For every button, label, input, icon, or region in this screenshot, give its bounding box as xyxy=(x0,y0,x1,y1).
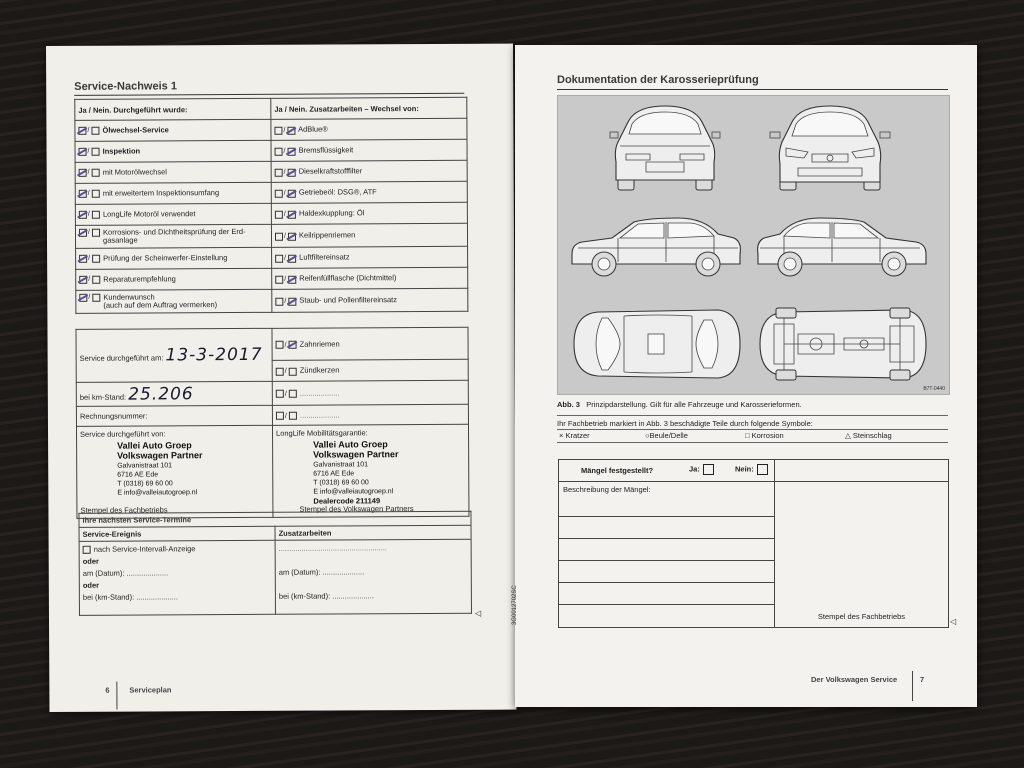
no-checkbox[interactable] xyxy=(287,147,295,155)
service-table-lower xyxy=(75,327,469,519)
next-km-field-2[interactable]: bei (km-Stand): .................... xyxy=(278,591,374,601)
page-number-right: 7 xyxy=(920,675,925,684)
service-item[interactable]: / Kundenwunsch (auch auf dem Auftrag vermerken) xyxy=(76,289,272,313)
yes-checkbox[interactable] xyxy=(79,148,87,156)
description-label: Beschreibung der Mängel: xyxy=(563,485,651,494)
no-checkbox[interactable] xyxy=(288,210,296,218)
car-side-left xyxy=(568,214,744,280)
sign-right-label: LongLife Mobilitätsgarantie: xyxy=(276,428,368,438)
yes-checkbox[interactable] xyxy=(275,297,283,305)
extra-row-1[interactable]: / Zahnriemen xyxy=(272,327,468,360)
service-row xyxy=(75,139,467,162)
service-row xyxy=(75,181,467,204)
next-service-table xyxy=(78,511,472,616)
next-title: Ihre nächsten Service-Termine xyxy=(79,511,471,527)
service-item-label: Ölwechsel-Service xyxy=(102,125,169,135)
yes-checkbox[interactable] xyxy=(79,229,87,237)
no-checkbox[interactable] xyxy=(91,148,99,156)
page-title-right: Dokumentation der Karosserieprüfung xyxy=(557,74,759,86)
footer-title-left: Serviceplan xyxy=(129,685,172,695)
extra-work-label: Bremsflüssigkeit xyxy=(298,145,354,156)
next-col2: Zusatzarbeiten xyxy=(275,525,471,540)
symbol-corrosion: □ Korrosion xyxy=(745,431,784,440)
next-event-cell: nach Service-Intervall-Anzeige oder am (Datum): .................... oder bei (km-Stand): .................... xyxy=(79,540,275,615)
sign-left-label: Service durchgeführt von: xyxy=(80,429,166,439)
service-item-label: mit Motorölwechsel xyxy=(102,167,167,177)
symbol-dent: ○Beule/Delle xyxy=(645,431,688,440)
service-row xyxy=(75,202,467,225)
extra-work-item[interactable]: / Keilrippenriemen xyxy=(271,223,467,247)
yes-checkbox[interactable] xyxy=(78,127,86,135)
km-label: bei km-Stand: xyxy=(79,392,127,402)
service-item[interactable]: / mit erweitertem Inspektionsumfang xyxy=(75,182,271,204)
extra-work-item[interactable]: / Dieselkraftstofffilter xyxy=(271,160,467,182)
col2-header: Ja / Nein. Zusatzarbeiten – Wechsel von: xyxy=(271,97,467,119)
defects-table xyxy=(558,459,949,628)
no-checkbox[interactable] xyxy=(92,276,100,284)
service-item[interactable]: / Korrosions- und Dichtheitsprüfung der Erd- gasanlage xyxy=(75,224,271,248)
footer-title-right: Der Volkswagen Service xyxy=(811,675,898,684)
yes-checkbox[interactable] xyxy=(79,255,87,263)
no-checkbox[interactable] xyxy=(288,168,296,176)
no-checkbox[interactable] xyxy=(91,127,99,135)
service-row xyxy=(75,223,467,248)
service-item-label: mit erweitertem Inspektionsumfang xyxy=(102,188,220,198)
yes-checkbox[interactable] xyxy=(79,169,87,177)
left-page xyxy=(46,44,516,712)
service-date-label: Service durchgeführt am: xyxy=(79,353,164,363)
yes-checkbox[interactable] xyxy=(275,168,283,176)
km-value[interactable]: 25.206 xyxy=(128,383,194,405)
extra-work-label: AdBlue® xyxy=(298,125,328,135)
extra-work-label: Staub- und Pollenfiltereinsatz xyxy=(299,295,397,306)
col1-header: Ja / Nein. Durchgeführt wurde: xyxy=(75,98,271,120)
defects-label: Mängel festgestellt? xyxy=(581,466,654,475)
yes-checkbox[interactable] xyxy=(275,254,283,262)
interval-checkbox[interactable] xyxy=(83,546,91,554)
extra-work-item[interactable]: / Reifenfüllflasche (Dichtmittel) xyxy=(272,267,468,289)
car-rear-view xyxy=(606,102,724,194)
car-underside-view xyxy=(754,304,930,384)
no-checkbox[interactable] xyxy=(288,297,296,305)
side-code: 3G0012702SC xyxy=(512,585,518,625)
yes-checkbox[interactable] xyxy=(79,211,87,219)
service-item[interactable]: / LongLife Motoröl verwendet xyxy=(75,203,271,225)
service-table xyxy=(74,97,468,314)
figure-caption: Abb. 3 Prinzipdarstellung. Gilt für alle Fahrzeuge und Karosserieformen. xyxy=(557,400,802,409)
extra-work-item[interactable]: / Bremsflüssigkeit xyxy=(271,139,467,161)
service-item[interactable]: / Inspektion xyxy=(75,140,271,162)
page-title-left: Service-Nachweis 1 xyxy=(74,80,177,93)
service-item[interactable]: / Prüfung der Scheinwerfer-Einstellung xyxy=(76,247,272,269)
yes-checkbox[interactable] xyxy=(275,275,283,283)
extra-work-label: Getriebeöl: DSG®, ATF xyxy=(298,187,377,198)
sign-left-footer: Stempel des Fachbetriebs xyxy=(80,505,168,515)
sign-left-cell xyxy=(76,425,272,518)
extra-work-item[interactable]: / AdBlue® xyxy=(271,118,467,140)
car-top-view xyxy=(568,304,744,384)
no-checkbox[interactable] xyxy=(92,169,100,177)
no-checkbox[interactable] xyxy=(288,254,296,262)
extra-work-label: Keilrippenriemen xyxy=(299,230,356,241)
no-checkbox[interactable] xyxy=(92,190,100,198)
yes-checkbox[interactable] xyxy=(275,189,283,197)
service-row xyxy=(75,118,467,141)
car-front-view xyxy=(768,102,892,194)
service-row xyxy=(76,246,468,269)
km-cell xyxy=(76,381,272,406)
stamp-cell[interactable] xyxy=(775,482,949,628)
car-side-right xyxy=(754,214,930,280)
symbol-stone-chip: △ Steinschlag xyxy=(845,431,892,440)
figure-code: B7T-0440 xyxy=(923,386,945,392)
vehicle-diagram[interactable] xyxy=(557,95,950,395)
no-checkbox[interactable] xyxy=(92,255,100,263)
no-checkbox[interactable] xyxy=(287,126,295,134)
yes-checkbox[interactable] xyxy=(275,232,283,240)
service-item[interactable]: / mit Motorölwechsel xyxy=(75,161,271,183)
extra-row-3[interactable]: / ................... xyxy=(272,380,468,405)
service-item-label-2: gasanlage xyxy=(102,235,138,245)
extra-row-4[interactable]: / ................... xyxy=(272,404,468,425)
yes-checkbox[interactable] xyxy=(703,464,714,475)
yes-checkbox[interactable] xyxy=(274,126,282,134)
next-date-field[interactable]: am (Datum): .................... xyxy=(82,568,169,578)
yes-checkbox[interactable] xyxy=(79,276,87,284)
symbol-scratch: × Kratzer xyxy=(559,431,590,440)
dealer-stamp-right: Vallei Auto Groep Volkswagen Partner Galvanistraat 101 6716 AE Ede T (0318) 69 60 00 E info@valleiautogroep.nl Dealercode 211149 xyxy=(313,439,399,506)
no-checkbox[interactable] xyxy=(288,275,296,283)
no-checkbox[interactable] xyxy=(92,211,100,219)
extra-work-label: Dieselkraftstofffilter xyxy=(298,166,363,177)
next-col1: Service-Ereignis xyxy=(79,526,275,541)
no-checkbox[interactable] xyxy=(92,294,100,302)
sign-right-cell xyxy=(272,424,468,517)
defects-question-cell xyxy=(559,460,775,482)
no-checkbox[interactable] xyxy=(288,189,296,197)
service-item[interactable]: / Reparaturempfehlung xyxy=(76,268,272,290)
yes-checkbox[interactable] xyxy=(79,190,87,198)
no-checkbox[interactable] xyxy=(288,232,296,240)
yes-checkbox[interactable] xyxy=(275,147,283,155)
service-row xyxy=(75,160,467,183)
service-row xyxy=(76,288,468,313)
extra-work-item[interactable]: / Haldexkupplung: Öl xyxy=(271,202,467,224)
yes-checkbox[interactable] xyxy=(275,210,283,218)
symbol-instruction: Ihr Fachbetrieb markiert in Abb. 3 beschädigte Teile durch folgende Symbole: xyxy=(557,419,813,428)
no-checkbox[interactable] xyxy=(92,229,100,237)
next-extra-field[interactable]: .................................................... xyxy=(278,543,388,553)
next-date-field-2[interactable]: am (Datum): .................... xyxy=(278,567,365,577)
service-item-label-2: (auch auf dem Auftrag vermerken) xyxy=(103,300,218,310)
extra-row-2[interactable]: / Zündkerzen xyxy=(272,359,468,381)
service-row xyxy=(76,267,468,290)
next-extra-cell xyxy=(275,539,471,614)
page-number-left: 6 xyxy=(105,685,110,695)
service-date-cell xyxy=(76,328,272,382)
invoice-number[interactable]: Rechnungsnummer: xyxy=(76,405,272,426)
extra-work-item[interactable]: / Staub- und Pollenfiltereinsatz xyxy=(272,288,468,312)
yes-checkbox[interactable] xyxy=(79,294,87,302)
continue-arrow-right: ◁ xyxy=(950,617,957,626)
service-item-label: Korrosions- und Dichtheitsprüfung der Erd- xyxy=(102,226,246,237)
sign-right-footer: Stempel des Volkswagen Partners xyxy=(299,504,414,514)
dealer-stamp-left: Vallei Auto Groep Volkswagen Partner Galvanistraat 101 6716 AE Ede T (0318) 69 60 00 E info@valleiautogroep.nl xyxy=(117,440,203,497)
extra-work-label: Reifenfüllflasche (Dichtmittel) xyxy=(299,273,397,284)
extra-work-label: Luftfiltereinsatz xyxy=(299,252,350,263)
continue-arrow-left: ◁ xyxy=(474,608,482,618)
title-rule xyxy=(74,93,464,96)
defects-no[interactable]: Nein: xyxy=(735,464,768,475)
next-km-field[interactable]: bei (km-Stand): .................... xyxy=(82,592,178,602)
service-item-label: Kundenwunsch xyxy=(103,292,155,302)
defects-yes[interactable]: Ja: xyxy=(689,464,714,475)
service-item-label: Prüfung der Scheinwerfer-Einstellung xyxy=(103,253,228,263)
service-item-label: Inspektion xyxy=(102,146,141,156)
no-checkbox[interactable] xyxy=(757,464,768,475)
service-date-value[interactable]: 13-3-2017 xyxy=(165,344,263,366)
service-item-label: Reparaturempfehlung xyxy=(103,274,176,284)
defects-description-cell[interactable] xyxy=(559,482,775,628)
extra-work-item[interactable]: / Getriebeöl: DSG®, ATF xyxy=(271,181,467,203)
extra-work-label: Haldexkupplung: Öl xyxy=(298,208,365,219)
right-page xyxy=(512,45,977,707)
extra-work-item[interactable]: / Luftfiltereinsatz xyxy=(272,246,468,268)
stamp-label: Stempel des Fachbetriebs xyxy=(817,612,906,621)
service-item-label: LongLife Motoröl verwendet xyxy=(102,209,196,219)
service-item[interactable]: / Ölwechsel-Service xyxy=(75,119,271,141)
